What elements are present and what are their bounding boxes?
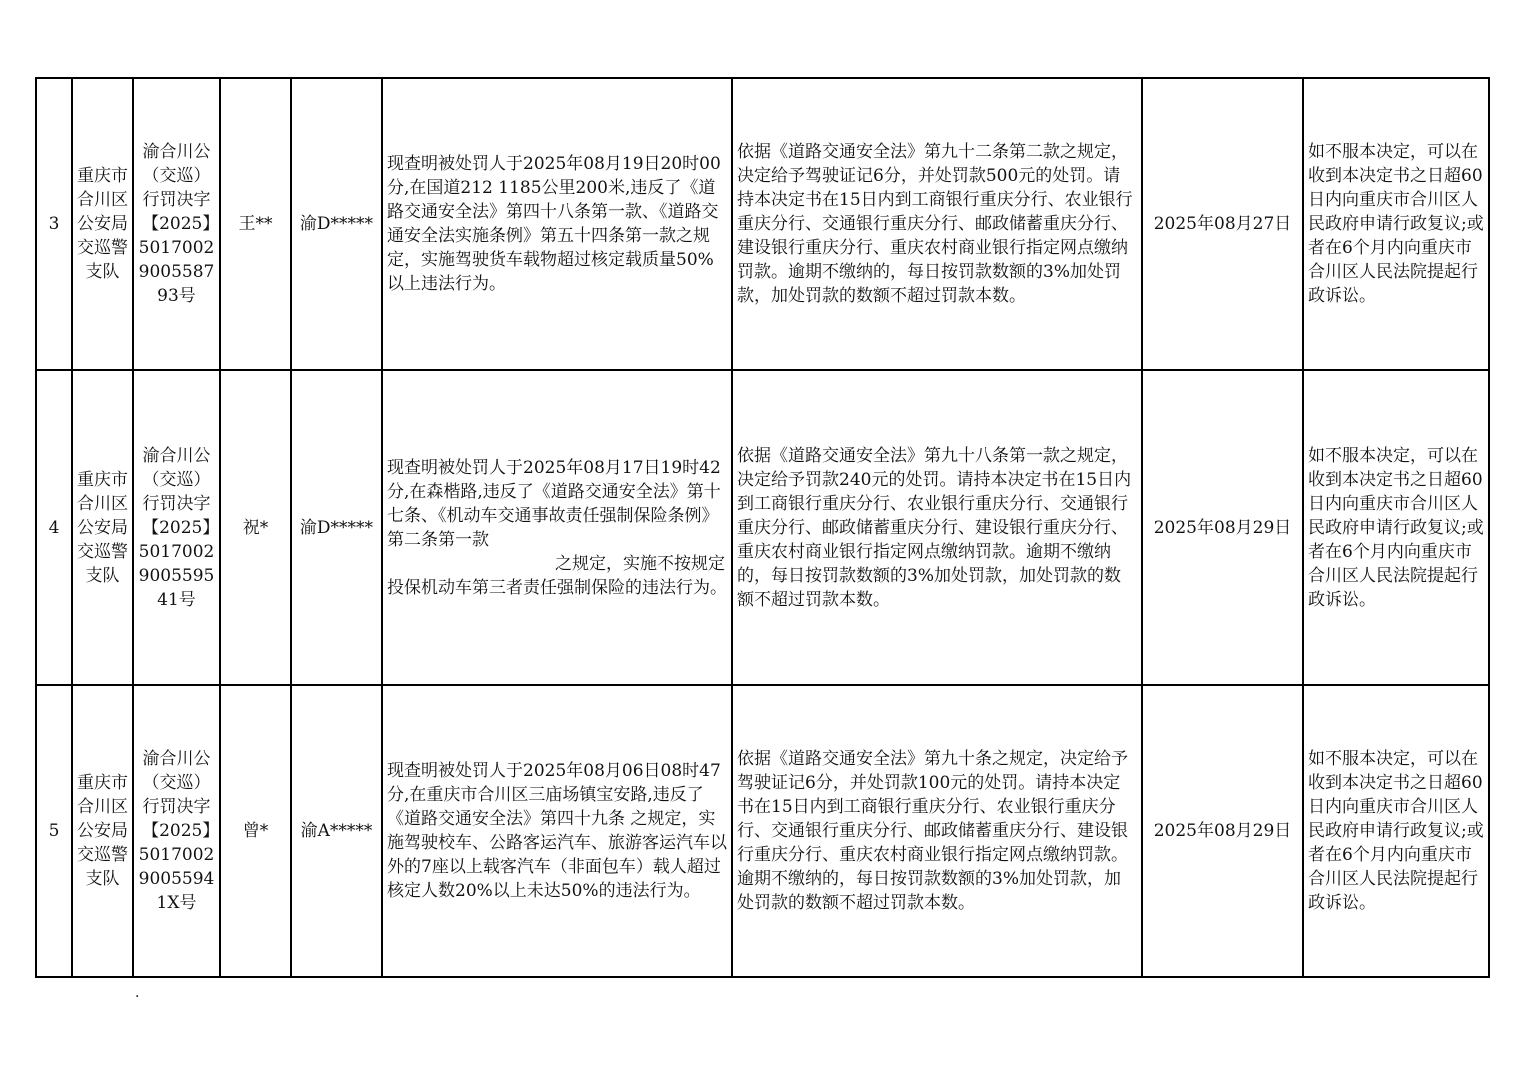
decision-cell: 依据《道路交通安全法》第九十二条第二款之规定，决定给予驾驶证记6分，并处罚款500元的处罚。请持本决定书在15日内到工商银行重庆分行、农业银行重庆分行、交通银行重庆分行、邮政储蓄重庆分行、建设银行重庆分行、重庆农村商业银行指定网点缴纳罚款。逾期不缴纳的，每日按罚款数额的3%加处罚款，加处罚款的数额不超过罚款本数。 [732,78,1142,370]
facts-text-part-1: 现查明被处罚人于2025年08月17日19时42分,在森楷路,违反了《道路交通安全法》第十七条、《机动车交通事故责任强制保险条例》第二条第一款 [387,457,721,550]
decision-cell: 依据《道路交通安全法》第九十八条第一款之规定，决定给予罚款240元的处罚。请持本决定书在15日内到工商银行重庆分行、农业银行重庆分行、交通银行重庆分行、邮政储蓄重庆分行、建设银行重庆分行、重庆农村商业银行指定网点缴纳罚款。逾期不缴纳的，每日按罚款数额的3%加处罚款，加处罚款的数额不超过罚款本数。 [732,370,1142,685]
remedy-cell: 如不服本决定，可以在收到本决定书之日超60日内向重庆市合川区人民政府申请行政复议;或者在6个月内向重庆市合川区人民法院提起行政诉讼。 [1303,685,1489,977]
doc-number-cell: 渝合川公（交巡）行罚决字【2025】501700290055941X号 [133,685,220,977]
authority-cell: 重庆市合川区公安局交巡警支队 [72,685,133,977]
date-cell: 2025年08月27日 [1142,78,1303,370]
person-cell: 祝* [220,370,291,685]
facts-cell [382,370,732,685]
row-number: 3 [36,78,72,370]
authority-cell: 重庆市合川区公安局交巡警支队 [72,370,133,685]
authority-cell: 重庆市合川区公安局交巡警支队 [72,78,133,370]
plate-cell: 渝A***** [291,685,382,977]
person-cell: 王** [220,78,291,370]
plate-cell: 渝D***** [291,78,382,370]
doc-number-cell: 渝合川公（交巡）行罚决字【2025】5017002900559541号 [133,370,220,685]
date-cell: 2025年08月29日 [1142,370,1303,685]
plate-cell: 渝D***** [291,370,382,685]
table-row [36,78,1489,370]
remedy-cell: 如不服本决定，可以在收到本决定书之日超60日内向重庆市合川区人民政府申请行政复议;或者在6个月内向重庆市合川区人民法院提起行政诉讼。 [1303,78,1489,370]
remedy-cell: 如不服本决定，可以在收到本决定书之日超60日内向重庆市合川区人民政府申请行政复议;或者在6个月内向重庆市合川区人民法院提起行政诉讼。 [1303,370,1489,685]
table-row [36,685,1489,977]
penalty-table [35,77,1490,978]
decision-cell: 依据《道路交通安全法》第九十条之规定，决定给予驾驶证记6分，并处罚款100元的处罚。请持本决定书在15日内到工商银行重庆分行、农业银行重庆分行、交通银行重庆分行、邮政储蓄重庆分行、建设银行重庆分行、重庆农村商业银行指定网点缴纳罚款。逾期不缴纳的，每日按罚款数额的3%加处罚款，加处罚款的数额不超过罚款本数。 [732,685,1142,977]
facts-cell: 现查明被处罚人于2025年08月19日20时00分,在国道212 1185公里200米,违反了《道路交通安全法》第四十八条第一款、《道路交通安全法实施条例》第五十四条第一款之规定，实施驾驶货车载物超过核定载质量50%以上违法行为。 [382,78,732,370]
footer-mark: . [135,985,140,1001]
facts-cell: 现查明被处罚人于2025年08月06日08时47分,在重庆市合川区三庙场镇宝安路,违反了《道路交通安全法》第四十九条 之规定，实施驾驶校车、公路客运汽车、旅游客运汽车以外的7座以上载客汽车（非面包车）载人超过核定人数20%以上未达50%的违法行为。 [382,685,732,977]
doc-number-cell: 渝合川公（交巡）行罚决字【2025】5017002900558793号 [133,78,220,370]
row-number: 4 [36,370,72,685]
row-number: 5 [36,685,72,977]
facts-text-part-2: 之规定，实施不按规定投保机动车第三者责任强制保险的违法行为。 [387,553,727,598]
person-cell: 曾* [220,685,291,977]
table-row [36,370,1489,685]
date-cell: 2025年08月29日 [1142,685,1303,977]
